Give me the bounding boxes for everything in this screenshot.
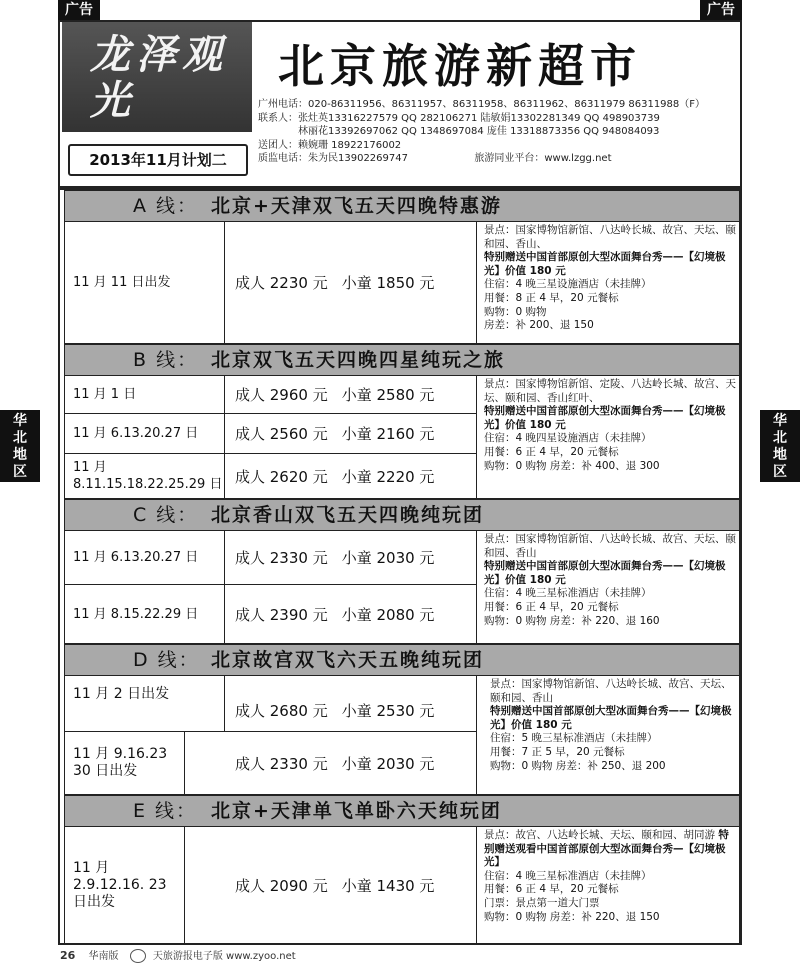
child-price: 小童 2580 元: [341, 386, 435, 404]
adult-price: 成人 2620 元: [235, 467, 328, 486]
contact-block: [258, 98, 742, 166]
ad-label-right: 广告: [700, 0, 742, 20]
header: [60, 22, 740, 188]
route-details: [478, 827, 740, 943]
brand-text: 天旅游报电子版 www.zyoo.net: [152, 951, 296, 962]
route-header-b: [64, 344, 740, 376]
child-price: 小童 1430 元: [341, 876, 435, 895]
adult-price: 成人 2230 元: [235, 274, 328, 292]
route-details: [478, 676, 740, 794]
detail-line: 景点：国家博物馆新馆、八达岭长城、故宫、天坛、颐和园、香山、: [484, 224, 736, 250]
detail-line: 住宿：4 晚三星标准酒店（未挂牌）: [484, 869, 652, 882]
edition-label: 华南版: [88, 951, 119, 962]
detail-bonus: 特别赠送中国首部原创大型冰面舞台秀——【幻境极光】价值 180 元: [484, 251, 726, 277]
route-section-c: [64, 530, 740, 644]
price-cell: [225, 531, 477, 585]
price-cell: [225, 585, 477, 643]
detail-line: 用餐：6 正 4 早，20 元餐标: [484, 883, 619, 896]
route-header-a: [64, 190, 740, 222]
detail-line: 住宿：4 晚三星设施酒店（未挂牌）: [484, 278, 652, 291]
route-details: [478, 531, 740, 643]
adult-price: 成人 2330 元: [235, 549, 328, 567]
detail-line: [484, 829, 736, 870]
departure-date: 11 月 6.13.20.27 日: [65, 531, 225, 585]
route-header-e: [64, 795, 740, 827]
region-tab-left: [0, 410, 40, 482]
detail-line: 购物：0 购物 房差：补 400、退 300: [484, 459, 660, 472]
detail-line: 景点：国家博物馆新馆、八达岭长城、故宫、天坛、颐和园、香山: [490, 678, 732, 704]
detail-line: 购物：0 购物: [484, 305, 547, 318]
child-price: 小童 2220 元: [341, 467, 435, 486]
route-title: 北京+天津双飞五天四晚特惠游: [211, 195, 502, 217]
departure-date: 11 月 11 日出发: [65, 222, 225, 343]
detail-line: 景点：国家博物馆新馆、定陵、八达岭长城、故宫、天坛、颐和园、香山红叶、: [484, 378, 736, 404]
departure-date: 11 月 9.16.23 30 日出发: [65, 732, 185, 794]
price-cell: [225, 222, 477, 343]
child-price: 小童 1850 元: [341, 274, 435, 292]
detail-line: 购物：0 购物 房差：补 250、退 200: [490, 759, 666, 772]
region-label: 华北地区: [13, 413, 27, 480]
adult-price: 成人 2330 元: [235, 754, 328, 773]
ad-page: [58, 20, 742, 945]
detail-text: 景点：故宫、八达岭长城、天坛、颐和园、胡同游: [484, 829, 719, 841]
region-tab-right: [760, 410, 800, 482]
route-code: E 线：: [133, 800, 198, 822]
adult-price: 成人 2390 元: [235, 605, 328, 624]
contact-line: 广州电话：020-86311956、86311957、86311958、86311962、86311979 86311988（F）: [258, 99, 706, 110]
detail-line: 购物：0 购物 房差：补 220、退 150: [484, 910, 660, 923]
detail-line: 住宿：4 晚三星标准酒店（未挂牌）: [484, 587, 652, 600]
detail-line: 用餐：8 正 4 早，20 元餐标: [484, 291, 619, 304]
page-title: 北京旅游新超市: [278, 39, 642, 93]
detail-line: 用餐：7 正 5 早，20 元餐标: [490, 745, 625, 758]
route-details: [478, 222, 740, 343]
detail-line: 门票：景点第一道大门票: [484, 896, 600, 909]
departure-date: 11 月 1 日: [65, 376, 225, 414]
detail-bonus: 特别赠送中国首部原创大型冰面舞台秀——【幻境极光】价值 180 元: [484, 560, 726, 586]
route-title: 北京故宫双飞六天五晚纯玩团: [211, 649, 485, 671]
contact-line: 联系人：张灶英13316227579 QQ 282106271 陆敏娟13302281349 QQ 498903739: [258, 112, 660, 124]
detail-line: 用餐：6 正 4 早，20 元餐标: [484, 600, 619, 613]
route-section-e: [64, 826, 740, 944]
page-number: 26: [60, 949, 76, 962]
departure-date: 11 月 2 日出发: [65, 676, 225, 732]
contact-line: 林丽花13392697062 QQ 1348697084 庞佳 13318873356 QQ 948084093: [298, 126, 660, 137]
detail-bonus: 特别赠送观看中国首部原创大型冰面舞台秀—【幻境极光】: [484, 829, 729, 869]
child-price: 小童 2030 元: [341, 754, 435, 773]
route-code: D 线：: [133, 649, 200, 671]
route-title: 北京香山双飞五天四晚纯玩团: [211, 504, 485, 526]
route-header-c: [64, 499, 740, 531]
departure-date: 11 月 8.15.22.29 日: [65, 585, 225, 643]
adult-price: 成人 2090 元: [235, 876, 328, 895]
plan-label: 2013年11月计划二: [68, 144, 248, 176]
logo: [62, 22, 252, 132]
price-cell: [225, 454, 477, 498]
price-cell: [225, 676, 477, 732]
price-cell: [225, 827, 477, 943]
price-cell: [225, 376, 477, 414]
adult-price: 成人 2960 元: [235, 386, 328, 404]
detail-line: 住宿：5 晚三星标准酒店（未挂牌）: [490, 732, 658, 745]
departure-date: 11 月 2.9.12.16. 23 日出发: [65, 827, 185, 943]
route-code: B 线：: [133, 349, 199, 371]
departure-date: 11 月 8.11.15.18.22.25.29 日: [65, 454, 225, 498]
detail-bonus: 特别赠送中国首部原创大型冰面舞台秀——【幻境极光】价值 180 元: [490, 705, 732, 731]
detail-line: 购物：0 购物 房差：补 220、退 160: [484, 614, 660, 627]
route-section-a: [64, 221, 740, 344]
detail-line: 住宿：4 晚四星设施酒店（未挂牌）: [484, 432, 652, 445]
trade-platform: 旅游同业平台：www.lzgg.net: [474, 153, 612, 164]
ad-label-left: 广告: [58, 0, 100, 20]
adult-price: 成人 2680 元: [235, 702, 328, 720]
brand-logo-icon: [130, 949, 146, 963]
route-section-d: [64, 675, 740, 795]
logo-text: 龙泽观光: [90, 31, 228, 124]
detail-line: 景点：国家博物馆新馆、八达岭长城、故宫、天坛、颐和园、香山: [484, 533, 736, 559]
route-details: [478, 376, 740, 498]
child-price: 小童 2160 元: [341, 425, 435, 443]
detail-bonus: 特别赠送中国首部原创大型冰面舞台秀——【幻境极光】价值 180 元: [484, 405, 726, 431]
route-code: A 线：: [133, 195, 199, 217]
price-cell: [225, 414, 477, 454]
route-header-d: [64, 644, 740, 676]
footer: [60, 946, 460, 966]
child-price: 小童 2030 元: [341, 549, 435, 567]
route-title: 北京+天津单飞单卧六天纯玩团: [211, 800, 502, 822]
contact-line: [258, 152, 742, 166]
contact-line: 送团人：赖婉珊 18922176002: [258, 139, 402, 151]
child-price: 小童 2530 元: [341, 702, 435, 720]
route-code: C 线：: [133, 504, 199, 526]
region-label: 华北地区: [773, 413, 787, 480]
route-section-b: [64, 375, 740, 499]
child-price: 小童 2080 元: [341, 605, 435, 624]
detail-line: 房差：补 200、退 150: [484, 319, 594, 332]
price-cell: [225, 732, 477, 794]
quality-phone: 质监电话：朱为民13902269747: [258, 153, 408, 164]
route-title: 北京双飞五天四晚四星纯玩之旅: [211, 349, 506, 371]
detail-line: 用餐：6 正 4 早，20 元餐标: [484, 445, 619, 458]
departure-date: 11 月 6.13.20.27 日: [65, 414, 225, 454]
adult-price: 成人 2560 元: [235, 425, 328, 443]
